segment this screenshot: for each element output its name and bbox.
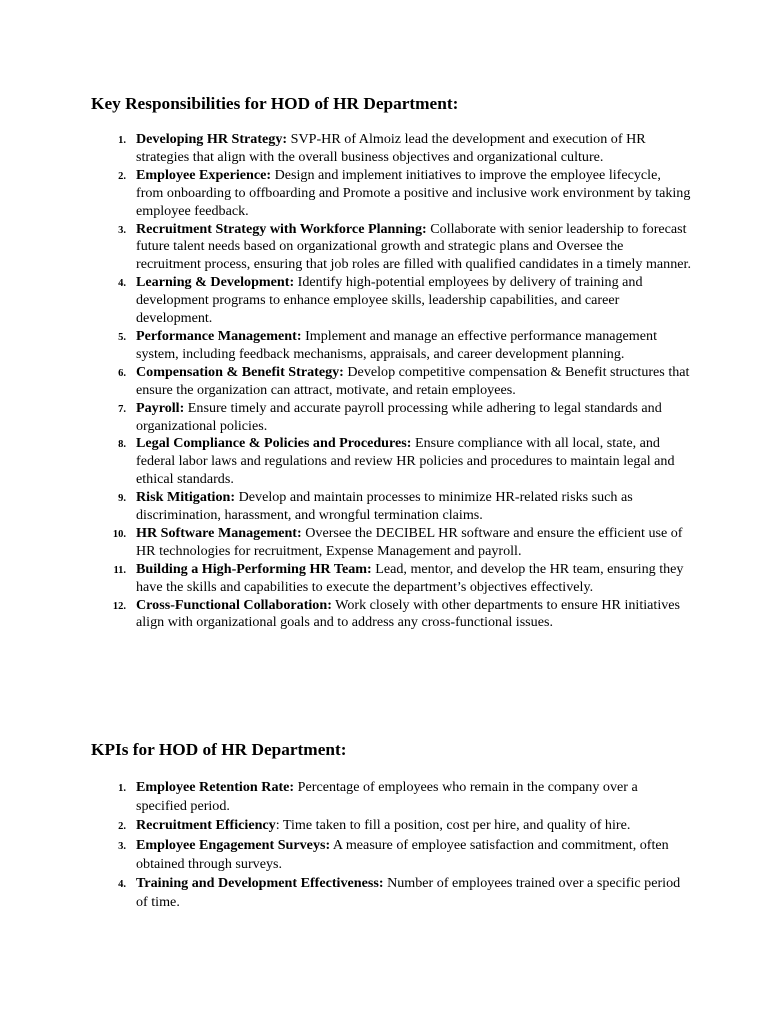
- item-number: 3.: [118, 224, 126, 236]
- item-title: Developing HR Strategy:: [136, 131, 288, 147]
- item-text: Develop and maintain processes to minimize HR-related risks such as discrimination, harassment, and wrongful termination claims.: [136, 489, 633, 524]
- item-title: Compensation & Benefit Strategy:: [136, 363, 344, 380]
- list-item: [91, 489, 691, 525]
- item-title: Recruitment Strategy with Workforce Planning:: [136, 220, 427, 237]
- item-text: SVP-HR of Almoiz lead the development and execution of HR strategies that align with the overall business objectives and organizational culture.: [136, 131, 646, 165]
- item-number: 6.: [118, 367, 126, 379]
- item-text: Identify high-potential employees by delivery of training and development programs to enhance employee skills, leadership capabilities, and career development.: [136, 274, 643, 327]
- item-number: 7.: [118, 403, 126, 415]
- item-text: Work closely with other departments to ensure HR initiatives align with organizational goals and to address any cross-functional issues.: [136, 596, 681, 631]
- item-number: 12.: [112, 600, 126, 612]
- item-number: 8.: [118, 439, 126, 451]
- list-item: [91, 364, 691, 400]
- item-number: 4.: [118, 879, 126, 891]
- item-text: Develop competitive compensation & Benefit structures that ensure the organization can attract, motivate, and retain employees.: [136, 363, 690, 398]
- item-number: 10.: [112, 528, 126, 540]
- item-title: Employee Experience:: [136, 166, 272, 183]
- item-text: Ensure timely and accurate payroll processing while adhering to legal standards and organizational policies.: [136, 399, 662, 434]
- item-number: 11.: [113, 564, 126, 576]
- item-title: Risk Mitigation:: [136, 489, 236, 506]
- list-item: [91, 874, 691, 912]
- list-item: [91, 328, 691, 364]
- item-title: Performance Management:: [136, 327, 302, 344]
- item-title: Legal Compliance & Policies and Procedures:: [136, 435, 412, 452]
- item-number: 4.: [118, 278, 126, 290]
- list-item: [91, 525, 691, 561]
- list-item: [91, 131, 691, 167]
- item-number: 5.: [118, 331, 126, 343]
- item-text: Collaborate with senior leadership to forecast future talent needs based on organizational growth and strategic plans and Oversee the recruitment process, ensuring that job roles are filled with qualified candidates in a timely manner.: [136, 220, 691, 273]
- list-item: [91, 561, 691, 597]
- item-text: A measure of employee satisfaction and commitment, often obtained through surveys.: [136, 836, 669, 872]
- responsibilities-heading: Key Responsibilities for HOD of HR Department:: [91, 94, 459, 113]
- list-item: [91, 167, 691, 221]
- kpis-heading: KPIs for HOD of HR Department:: [91, 740, 347, 759]
- item-title: Employee Engagement Surveys:: [136, 836, 331, 853]
- list-item: [91, 221, 691, 275]
- item-title: Training and Development Effectiveness:: [136, 875, 384, 892]
- item-text: Ensure compliance with all local, state, and federal labor laws and regulations and review HR policies and procedures to maintain legal and ethical standards.: [136, 435, 675, 488]
- item-title: Building a High-Performing HR Team:: [136, 560, 372, 577]
- item-title: Learning & Development:: [136, 274, 295, 291]
- item-number: 3.: [118, 840, 126, 852]
- item-text: Design and implement initiatives to improve the employee lifecycle, from onboarding to offboarding and Promote a positive and inclusive work environment by taking employee feedback.: [136, 166, 691, 219]
- item-title: Payroll:: [136, 399, 185, 416]
- list-item: [91, 816, 691, 835]
- item-title: Employee Retention Rate:: [136, 779, 295, 795]
- list-item: [91, 435, 691, 489]
- item-text: Lead, mentor, and develop the HR team, ensuring they have the skills and capabilities to execute the department’s objectives effectively.: [136, 560, 684, 595]
- item-text: : Time taken to fill a position, cost per hire, and quality of hire.: [275, 817, 631, 834]
- item-number: 2.: [118, 821, 126, 833]
- item-number: 9.: [118, 493, 126, 505]
- item-text: Implement and manage an effective performance management system, including feedback mechanisms, appraisals, and career development planning.: [136, 327, 657, 362]
- item-number: 2.: [118, 170, 126, 182]
- list-item: [91, 597, 691, 633]
- item-title: Cross-Functional Collaboration:: [136, 596, 332, 613]
- responsibilities-list: [91, 131, 691, 632]
- item-title: HR Software Management:: [136, 524, 302, 541]
- list-item: [91, 274, 691, 328]
- kpis-list: [91, 778, 691, 912]
- item-number: 1.: [118, 135, 126, 146]
- item-text: Number of employees trained over a specific period of time.: [136, 875, 681, 911]
- item-text: Percentage of employees who remain in the company over a specified period.: [136, 779, 638, 815]
- item-number: 1.: [118, 783, 126, 794]
- list-item: [91, 836, 691, 874]
- list-item: [91, 400, 691, 436]
- list-item: [91, 778, 691, 816]
- item-title: Recruitment Efficiency: [136, 817, 276, 834]
- item-text: Oversee the DECIBEL HR software and ensure the efficient use of HR technologies for recruitment, Expense Management and payroll.: [136, 524, 683, 559]
